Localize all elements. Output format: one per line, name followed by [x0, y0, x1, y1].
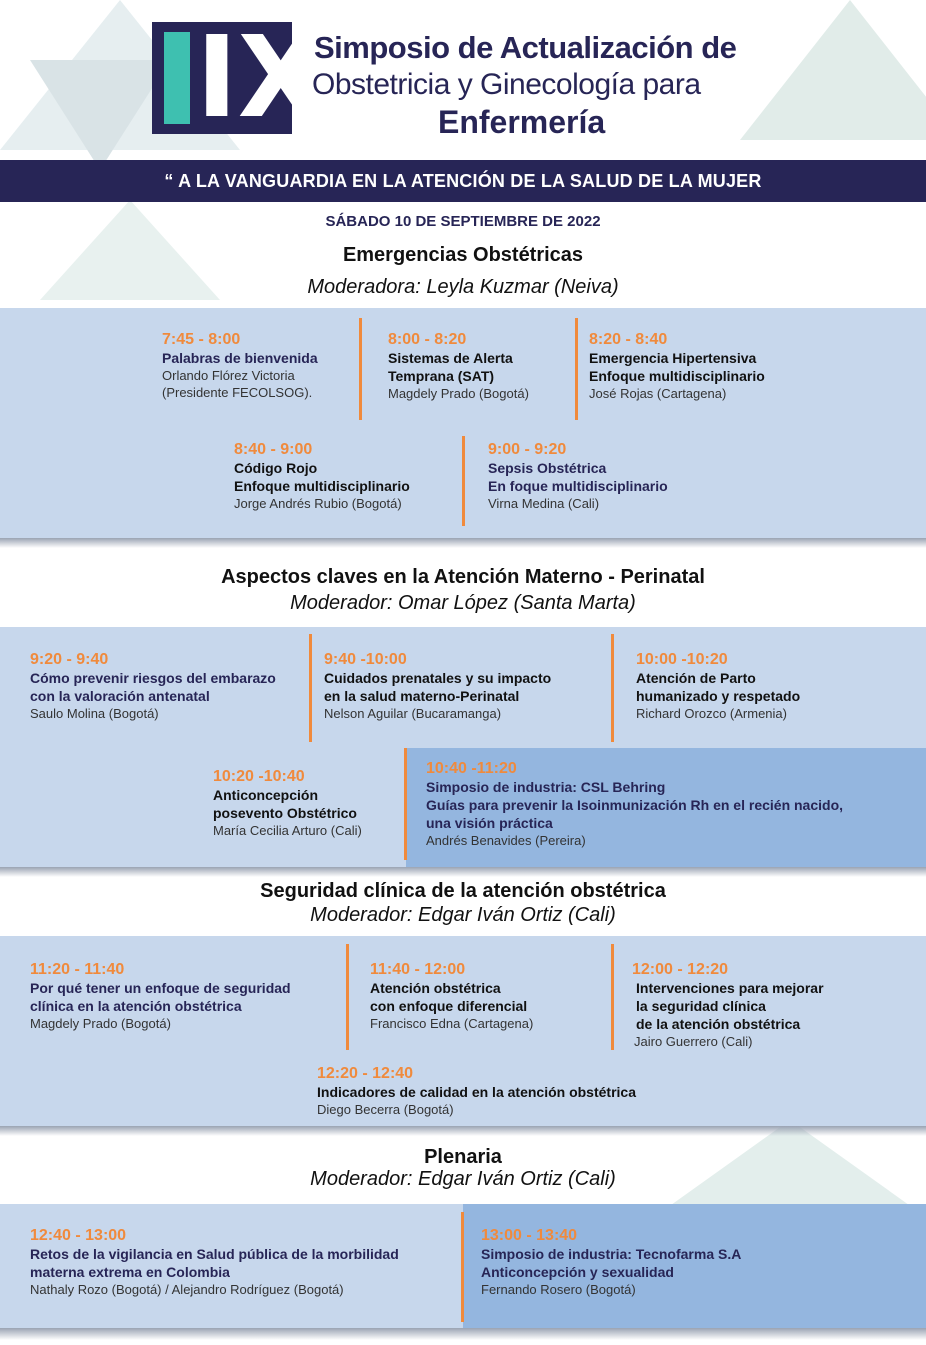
slot-speaker: Jairo Guerrero (Cali)	[634, 1034, 753, 1049]
slot-title: en la salud materno-Perinatal	[324, 688, 520, 704]
slot-title: Retos de la vigilancia en Salud pública de la morbilidad	[30, 1246, 399, 1262]
slot-title: Anticoncepción	[213, 787, 319, 803]
slot-title: Palabras de bienvenida	[162, 350, 318, 366]
slot-title: de la atención obstétrica	[636, 1016, 801, 1032]
slot-time: 8:40 - 9:00	[234, 441, 313, 458]
slot-time: 11:20 - 11:40	[30, 961, 125, 978]
slot-speaker: María Cecilia Arturo (Cali)	[213, 823, 362, 838]
section-moderator: Moderador: Omar López (Santa Marta)	[290, 592, 636, 614]
title-line-3: Enfermería	[438, 104, 606, 140]
slot-title: Intervenciones para mejorar	[636, 980, 824, 996]
slot-title: Enfoque multidisciplinario	[589, 368, 765, 384]
agenda-slot	[632, 960, 902, 1050]
slot-title: Simposio de industria: CSL Behring	[426, 779, 666, 795]
slot-title: con la valoración antenatal	[30, 688, 210, 704]
agenda-slot	[370, 960, 605, 1032]
slot-title: Atención de Parto	[636, 670, 756, 686]
slot-title: humanizado y respetado	[636, 688, 801, 704]
agenda-slot	[162, 330, 352, 401]
slot-speaker: Nelson Aguilar (Bucaramanga)	[324, 706, 502, 721]
divider	[309, 634, 312, 742]
slot-title: una visión práctica	[426, 815, 553, 831]
agenda-slot	[213, 767, 398, 839]
slot-title: materna extrema en Colombia	[30, 1264, 230, 1280]
divider	[346, 944, 349, 1050]
slot-time: 13:00 - 13:40	[481, 1227, 578, 1244]
band-shadow	[0, 867, 926, 877]
slot-speaker: José Rojas (Cartagena)	[589, 386, 727, 401]
slot-title: Temprana (SAT)	[388, 368, 495, 384]
slot-title: Código Rojo	[234, 460, 318, 476]
divider	[359, 318, 362, 420]
divider	[611, 634, 614, 742]
slogan-banner: “ A LA VANGUARDIA EN LA ATENCIÓN DE LA SALUD DE LA MUJER	[0, 160, 926, 202]
divider	[461, 1212, 464, 1322]
slot-speaker: Fernando Rosero (Bogotá)	[481, 1282, 636, 1297]
agenda-slot	[589, 330, 819, 402]
slot-time: 7:45 - 8:00	[162, 331, 241, 348]
slot-speaker: Saulo Molina (Bogotá)	[30, 706, 159, 721]
slot-time: 10:20 -10:40	[213, 768, 305, 785]
slot-title: la seguridad clínica	[636, 998, 766, 1014]
title-line-2: Obstetricia y Ginecología para	[312, 68, 701, 101]
event-date: SÁBADO 10 DE SEPTIEMBRE DE 2022	[325, 213, 601, 230]
slot-time: 9:40 -10:00	[324, 651, 407, 668]
slot-time: 12:40 - 13:00	[30, 1227, 127, 1244]
agenda-slot	[234, 440, 459, 512]
agenda-slot	[636, 650, 896, 722]
slot-time: 9:00 - 9:20	[488, 441, 567, 458]
slot-title: Indicadores de calidad en la atención obstétrica	[317, 1084, 636, 1100]
slot-speaker: Andrés Benavides (Pereira)	[426, 833, 586, 848]
logo-numeral: IX	[196, 13, 325, 143]
slot-speaker: Nathaly Rozo (Bogotá) / Alejandro Rodríguez (Bogotá)	[30, 1282, 344, 1297]
agenda-slot	[317, 1064, 757, 1118]
slot-speaker: (Presidente FECOLSOG).	[162, 385, 313, 400]
slot-time: 11:40 - 12:00	[370, 961, 466, 978]
section-title: Aspectos claves en la Atención Materno - Perinatal	[221, 566, 705, 588]
section-title: Emergencias Obstétricas	[342, 244, 584, 266]
agenda-slot	[481, 1226, 901, 1298]
slot-time: 10:00 -10:20	[636, 651, 728, 668]
slot-speaker: Diego Becerra (Bogotá)	[317, 1102, 454, 1117]
agenda-slot	[324, 650, 609, 722]
agenda-slot	[30, 960, 335, 1032]
slot-title: Emergencia Hipertensiva	[589, 350, 757, 366]
slot-title: Guías para prevenir la Isoinmunización Rh en el recién nacido,	[426, 797, 844, 813]
agenda-slot	[30, 1226, 455, 1298]
agenda-slot	[426, 759, 916, 849]
slot-speaker: Magdely Prado (Bogotá)	[30, 1016, 171, 1031]
agenda-slot	[30, 650, 305, 722]
slot-title: Atención obstétrica	[370, 980, 501, 996]
slot-title: Sepsis Obstétrica	[488, 460, 607, 476]
divider	[575, 318, 578, 420]
slot-time: 8:20 - 8:40	[589, 331, 668, 348]
title-line-1: Simposio de Actualización de	[314, 30, 737, 65]
band-shadow	[0, 1328, 926, 1340]
slot-title: Cuidados prenatales y su impacto	[324, 670, 552, 686]
band-shadow	[0, 538, 926, 548]
section-title: Seguridad clínica de la atención obstétrica	[260, 880, 666, 902]
slot-title: con enfoque diferencial	[370, 998, 528, 1014]
slot-title: Sistemas de Alerta	[388, 350, 513, 366]
divider	[462, 436, 465, 526]
divider	[404, 748, 407, 860]
section-title: Plenaria	[424, 1146, 502, 1168]
event-logo	[152, 13, 325, 143]
slot-title: Por qué tener un enfoque de seguridad	[30, 980, 291, 996]
slot-speaker: Jorge Andrés Rubio (Bogotá)	[234, 496, 402, 511]
agenda-slot	[488, 440, 718, 512]
slot-speaker: Magdely Prado (Bogotá)	[388, 386, 529, 401]
section-moderator: Moderador: Edgar Iván Ortiz (Cali)	[310, 904, 616, 926]
slot-title: Anticoncepción y sexualidad	[481, 1264, 674, 1280]
slot-title: posevento Obstétrico	[213, 805, 357, 821]
slot-title: En foque multidisciplinario	[488, 478, 668, 494]
slot-title: Cómo prevenir riesgos del embarazo	[30, 670, 276, 686]
header	[0, 0, 926, 158]
slot-title: clínica en la atención obstétrica	[30, 998, 242, 1014]
slot-speaker: Francisco Edna (Cartagena)	[370, 1016, 534, 1031]
section-moderator: Moderador: Edgar Iván Ortiz (Cali)	[310, 1168, 616, 1190]
band-shadow	[0, 1126, 926, 1136]
slot-time: 9:20 - 9:40	[30, 651, 109, 668]
divider	[611, 944, 614, 1050]
logo-teal-bar	[164, 32, 190, 124]
slot-speaker: Richard Orozco (Armenia)	[636, 706, 787, 721]
section-moderator: Moderadora: Leyla Kuzmar (Neiva)	[307, 276, 619, 298]
slot-time: 12:20 - 12:40	[317, 1065, 414, 1082]
slot-time: 12:00 - 12:20	[632, 961, 729, 978]
slot-speaker: Orlando Flórez Victoria	[162, 368, 295, 383]
slot-title: Simposio de industria: Tecnofarma S.A	[481, 1246, 742, 1262]
slot-time: 8:00 - 8:20	[388, 331, 467, 348]
slot-title: Enfoque multidisciplinario	[234, 478, 410, 494]
slot-speaker: Virna Medina (Cali)	[488, 496, 600, 511]
agenda-slot	[388, 330, 568, 402]
slot-time: 10:40 -11:20	[426, 760, 517, 777]
